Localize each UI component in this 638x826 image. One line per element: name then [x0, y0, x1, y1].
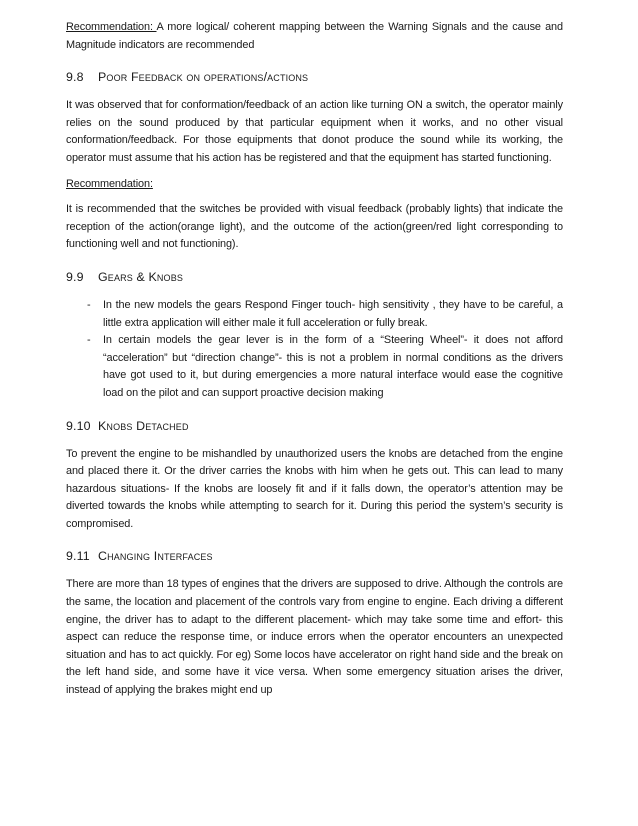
section-heading-9-11	[66, 547, 563, 565]
section-number: 9.10	[66, 418, 91, 433]
section-title: Gears & Knobs	[98, 269, 184, 284]
list-item	[66, 297, 563, 332]
section-9-10-paragraph: To prevent the engine to be mishandled by unauthorized users the knobs are detached from the engine and placed there it. Or the driver carries the knobs with him when he gets out. This can lead to many hazardous situations- If the knobs are loosely fit and if it falls down, the operator’s attention may be diverted towards the knobs while attempting to search for it. During this period the system’s security is compromised.	[66, 447, 563, 530]
recommendation-paragraph-1	[66, 19, 563, 54]
section-9-8-recommendation-label	[66, 176, 563, 194]
section-title: Poor Feedback on operations/actions	[98, 70, 309, 85]
dash-bullet: -	[87, 334, 91, 347]
section-number: 9.9	[66, 269, 84, 284]
section-heading-9-10	[66, 417, 563, 435]
recommendation-text: A more logical/ coherent mapping between the Warning Signals and the cause and Magnitude indicators are recommended	[66, 21, 563, 51]
section-9-8-recommendation-text: It is recommended that the switches be provided with visual feedback (probably lights) that indicate the reception of the action(orange light), and the outcome of the action(green/red light corresponding to functioning well and not functioning).	[66, 203, 563, 251]
gears-knobs-list	[66, 297, 563, 403]
section-number: 9.11	[66, 549, 90, 564]
list-item-text: In the new models the gears Respond Finger touch- high sensitivity , they have to be careful, a little extra application will either male it full acceleration or fully break.	[103, 298, 563, 329]
section-number: 9.8	[66, 70, 84, 85]
dash-bullet: -	[87, 298, 91, 311]
section-heading-9-8	[66, 68, 563, 86]
recommendation-label: Recommendation:	[66, 177, 153, 190]
section-9-8-paragraph: It was observed that for conformation/feedback of an action like turning ON a switch, the operator mainly relies on the sound produced by that particular equipment when it works, and no other visual conformation/feedback. For those equipments that donot produce the sound while its working, the operator must assume that his action has be registered and that the equipment has started functioning.	[66, 99, 563, 164]
section-title: Changing Interfaces	[98, 549, 213, 564]
section-9-11-paragraph: There are more than 18 types of engines that the drivers are supposed to drive. Although the controls are the same, the location and placement of the controls vary from engine to engine. Each driving a different engine, the driver has to adapt to the different placement- which may take some time and effort- this aspect can reduce the response time, or induce errors when the operator encounters an unexpected situation and has to act quickly. For eg) Some locos have accelerator on right hand side and the break on the left hand side, and some have it vice versa. When some emergency situation arises the driver, instead of applying the brakes might end up	[66, 578, 563, 697]
section-title: Knobs Detached	[98, 418, 189, 433]
document-page	[66, 19, 563, 700]
list-item	[66, 332, 563, 402]
list-item-text: In certain models the gear lever is in the form of a “Steering Wheel”- it does not afford “acceleration” but “direction change”- this is not a problem in normal conditions as the drivers have got used to it, but during emergencies a more natural interface would ease the cognitive load on the pilot and can support proactive decision making	[103, 334, 563, 399]
recommendation-label: Recommendation:	[66, 21, 157, 33]
section-heading-9-9	[66, 268, 563, 286]
